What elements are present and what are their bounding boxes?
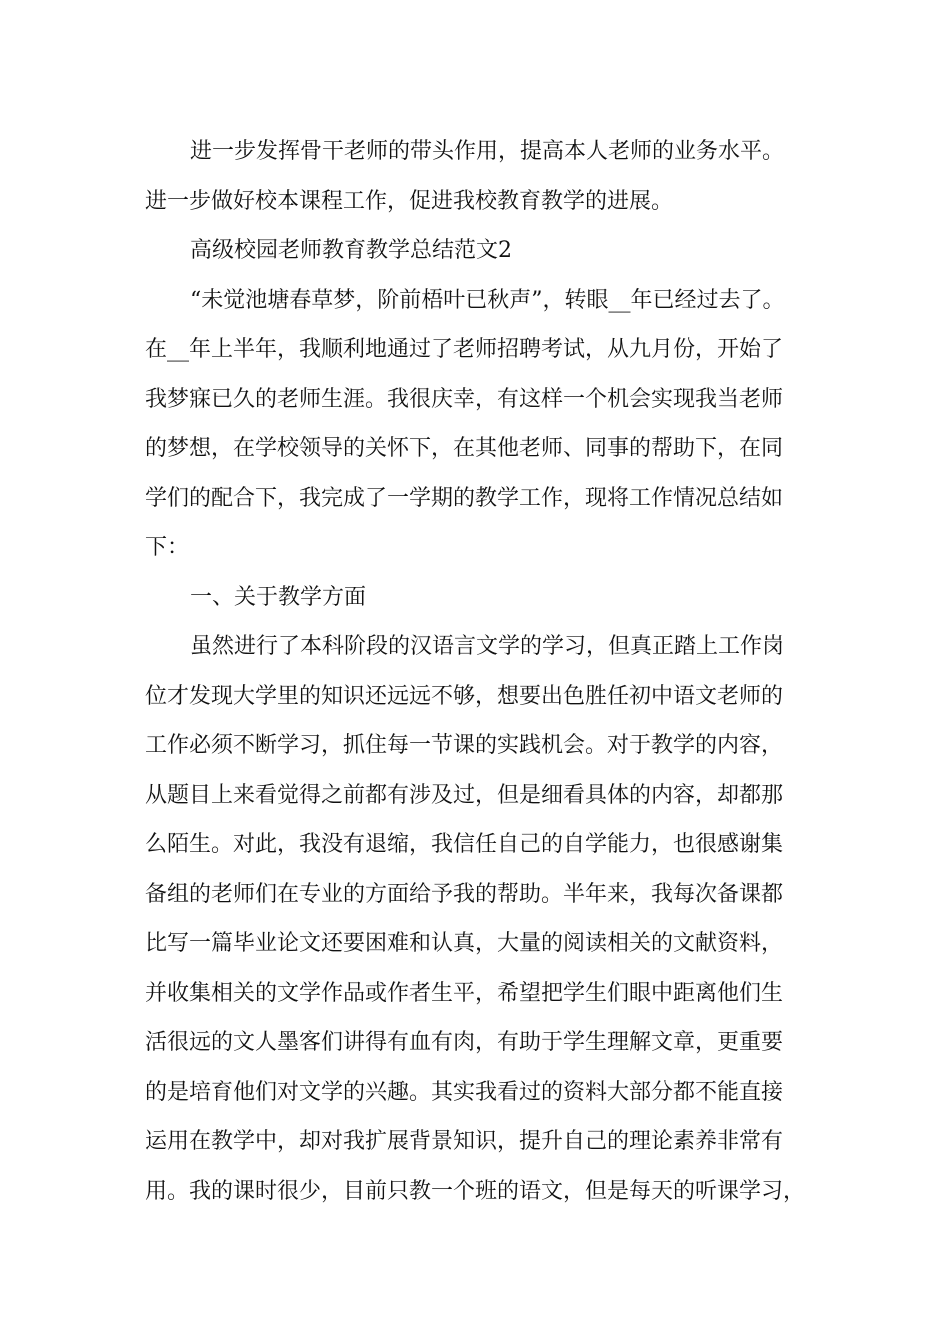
text-line: 高级校园老师教育教学总结范文2 — [190, 238, 512, 263]
text-line: 工作必须不断学习，抓住每一节课的实践机会。对于教学的内容， — [145, 733, 784, 758]
text-line: 并收集相关的文学作品或作者生平，希望把学生们眼中距离他们生 — [145, 980, 784, 1006]
text-line: 在__年上半年，我顺利地通过了老师招聘考试，从九月份，开始了 — [145, 337, 784, 362]
text-line: 一、关于教学方面 — [190, 584, 367, 610]
text-line: 下： — [145, 535, 190, 560]
text-line: 备组的老师们在专业的方面给予我的帮助。半年来，我每次备课都 — [145, 881, 784, 907]
text-line: 活很远的文人墨客们讲得有血有肉，有助于学生理解文章，更重要 — [145, 1030, 784, 1055]
text-line: 学们的配合下，我完成了一学期的教学工作，现将工作情况总结如 — [145, 485, 784, 511]
text-line: 进一步做好校本课程工作，促进我校教育教学的进展。 — [145, 188, 674, 214]
text-line: 的梦想，在学校领导的关怀下，在其他老师、同事的帮助下，在同 — [145, 436, 784, 461]
text-line: 位才发现大学里的知识还远远不够，想要出色胜任初中语文老师的 — [145, 683, 784, 709]
text-line: 我梦寐已久的老师生涯。我很庆幸，有这样一个机会实现我当老师 — [145, 386, 784, 412]
text-line: 运用在教学中，却对我扩展背景知识，提升自己的理论素养非常有 — [145, 1129, 784, 1154]
text-line: 的是培育他们对文学的兴趣。其实我看过的资料大部分都不能直接 — [145, 1079, 784, 1105]
text-line: 么陌生。对此，我没有退缩，我信任自己的自学能力，也很感谢集 — [145, 832, 784, 857]
text-line: 用。我的课时很少，目前只教一个班的语文，但是每天的听课学习， — [145, 1178, 806, 1204]
text-line: 虽然进行了本科阶段的汉语言文学的学习，但真正踏上工作岗 — [190, 634, 785, 659]
text-line: 比写一篇毕业论文还要困难和认真，大量的阅读相关的文献资料， — [145, 931, 784, 956]
text-line: 进一步发挥骨干老师的带头作用，提高本人老师的业务水平。 — [190, 139, 785, 164]
document-body — [145, 127, 835, 1216]
text-line: 从题目上来看觉得之前都有涉及过，但是细看具体的内容，却都那 — [145, 782, 784, 808]
text-line: “未觉池塘春草梦，阶前梧叶已秋声”，转眼__年已经过去了。 — [190, 287, 785, 313]
